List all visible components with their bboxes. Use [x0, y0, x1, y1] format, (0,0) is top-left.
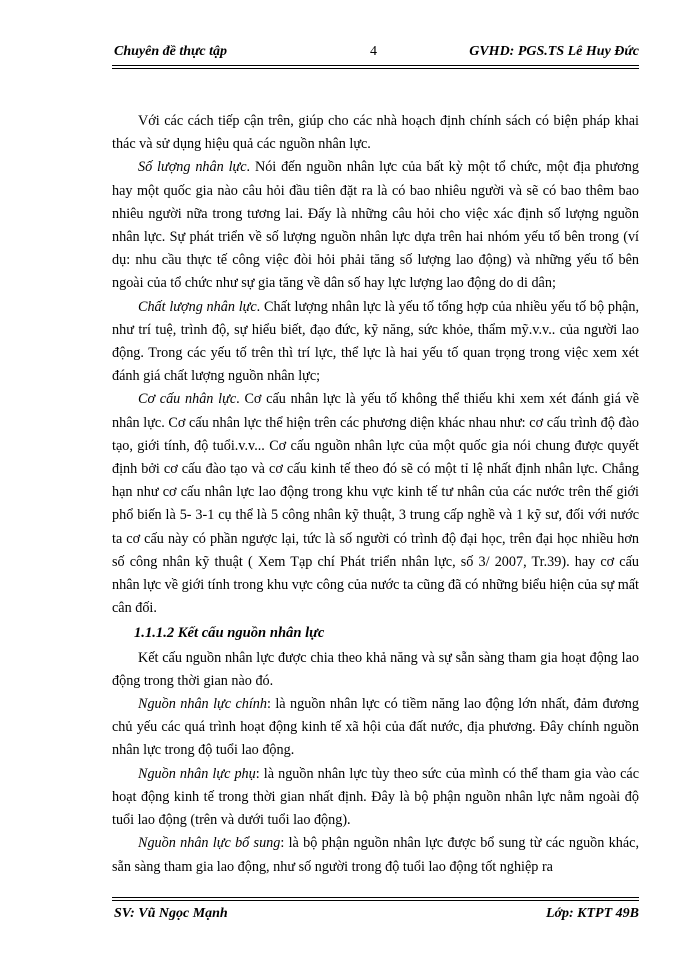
- section-heading: 1.1.1.2 Kết cấu nguồn nhân lực: [134, 625, 325, 642]
- text-supplementary-source: : là bộ phận nguồn nhân lực được bổ sung từ các nguồn khác, sẵn sàng tham gia lao động, như số người trong độ tuổi lao động tốt nghiệp ra: [112, 835, 639, 875]
- term-structure: Cơ cấu nhân lực: [138, 391, 237, 408]
- text-quantity: . Nói đến nguồn nhân lực của bất kỳ một tổ chức, một địa phương hay một quốc gia nào câu hỏi đầu tiên đặt ra là có bao nhiêu người và sẽ có bao thêm bao nhiêu người nữa trong tương lai. Đấy là những câu hỏi cho việc xác định số lượng nguồn nhân lực. Sự phát triển về số lượng nguồn nhân lực dựa trên hai nhóm yếu tố bên trong (ví dụ: nhu cầu thực tế công việc đòi hỏi phải tăng số lượng lao động) và những yếu tố bên ngoài của tổ chức như sự gia tăng về dân số hay lực lượng lao động do di dân;: [112, 159, 639, 292]
- header-advisor: GVHD: PGS.TS Lê Huy Đức: [469, 44, 639, 59]
- term-quantity: Số lượng nhân lực: [138, 159, 247, 176]
- text-quality: . Chất lượng nhân lực là yếu tố tổng hợp của nhiều yếu tố bộ phận, như trí tuệ, trình độ, sự hiểu biết, đạo đức, kỹ năng, sức khỏe, thẩm mỹ.v.v.. của người lao động. Trong các yếu tố trên thì trí lực, thể lực là hai yếu tố quan trọng trong việc xem xét đánh giá chất lượng nguồn nhân lực;: [112, 298, 639, 385]
- paragraph-supplementary-source: [112, 832, 639, 878]
- term-supplementary-source: Nguồn nhân lực bổ sung: [138, 835, 281, 852]
- paragraph-structure: [112, 388, 639, 620]
- page-header: [112, 42, 639, 66]
- body-content: [112, 110, 639, 879]
- paragraph-quality: [112, 296, 639, 389]
- header-page-number: 4: [370, 44, 377, 59]
- term-main-source: Nguồn nhân lực chính: [138, 696, 267, 713]
- paragraph-intro: Với các cách tiếp cận trên, giúp cho các nhà hoạch định chính sách có biện pháp khai thác và sử dụng hiệu quả các nguồn nhân lực.: [112, 113, 639, 153]
- term-secondary-source: Nguồn nhân lực phụ: [138, 765, 256, 782]
- page-footer: [112, 903, 639, 925]
- text-secondary-source: : là nguồn nhân lực tùy theo sức của mình có thể tham gia vào các hoạt động kinh tế trong thời gian nhất định. Đây là bộ phận nguồn nhân lực nằm ngoài độ tuổi lao động (trên và dưới tuổi lao động).: [112, 765, 639, 829]
- header-rule: [112, 65, 639, 69]
- header-title: Chuyên đề thực tập: [114, 44, 228, 59]
- footer-rule: [112, 897, 639, 901]
- footer-class: Lớp: KTPT 49B: [545, 906, 639, 921]
- text-main-source: : là nguồn nhân lực có tiềm năng lao động lớn nhất, đảm đương chủ yếu các quá trình hoạt động kinh tế xã hội của đất nước, địa phương. Đây chính nguồn nhân lực trong độ tuổi lao động.: [112, 696, 639, 759]
- term-quality: Chất lượng nhân lực: [138, 298, 257, 315]
- text-structure: . Cơ cấu nhân lực là yếu tố không thể thiếu khi xem xét đánh giá về nhân lực. Cơ cấu nhân lực thể hiện trên các phương diện khác nhau như: cơ cấu trình độ đào tạo, giới tính, độ tuổi.v.v... Cơ cấu nguồn nhân lực của một quốc gia nói chung được quyết định bởi cơ cấu đào tạo và cơ cấu kinh tế theo đó sẽ có một tỉ lệ nhất định nhân lực. Chẳng hạn như cơ cấu nhân lực lao động trong khu vực kinh tế tư nhân của các nước trên thế giới phổ biến là 5- 3-1 cụ thể là 5 công nhân kỹ thuật, 3 trung cấp nghề và 1 kỹ sư, đối với nước ta cơ cấu này có phần ngược lại, tức là số người có trình độ đại học, trên đại học nhiều hơn số công nhân kỹ thuật ( Xem Tạp chí Phát triển nhân lực, số 3/ 2007, Tr.39). hay cơ cấu nhân lực về giới tính trong khu vực công của nước ta cũng đã có những biểu hiện của sự mất cân đối.: [112, 391, 640, 617]
- paragraph-main-source: [112, 693, 639, 763]
- paragraph-quantity: [112, 156, 639, 295]
- paragraph-composition: Kết cấu nguồn nhân lực được chia theo khả năng và sự sẵn sàng tham gia hoạt động lao động trong thời gian nào đó.: [112, 649, 639, 689]
- paragraph-secondary-source: [112, 763, 639, 833]
- footer-student: SV: Vũ Ngọc Mạnh: [114, 906, 228, 921]
